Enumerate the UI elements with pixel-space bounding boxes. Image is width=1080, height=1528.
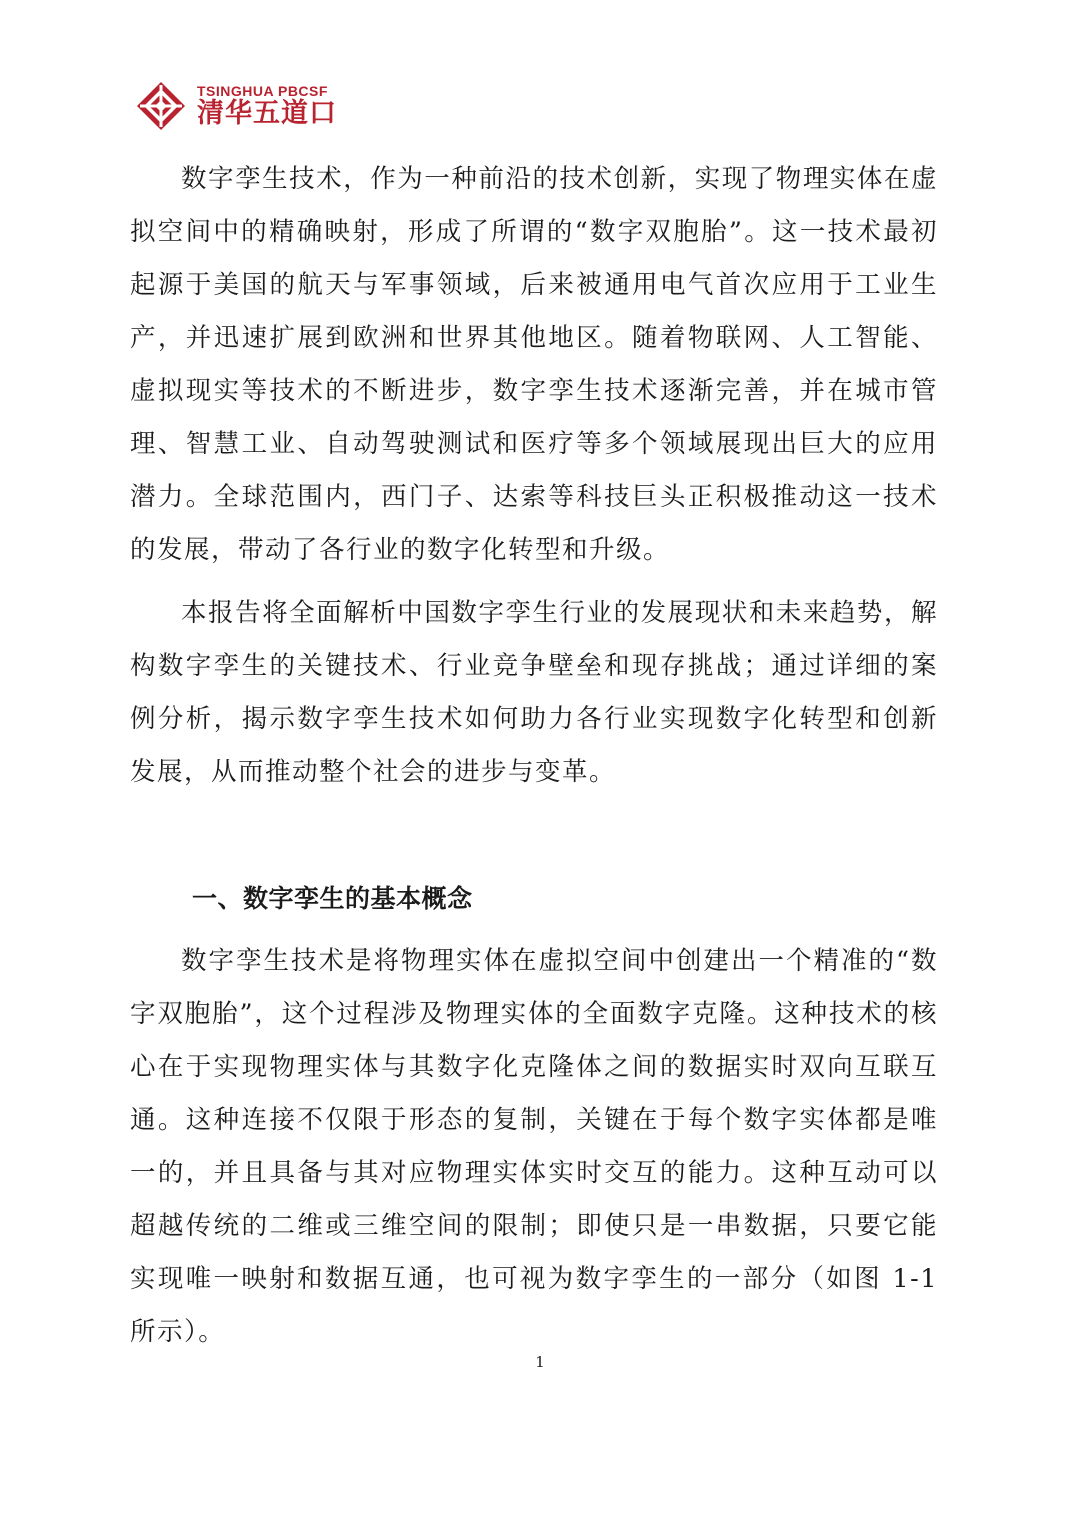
document-body [130,153,938,1359]
page-number: 1 [535,1353,545,1371]
pbcsf-logo-icon [135,80,187,132]
logo-english-text: TSINGHUA PBCSF [197,83,328,99]
section-heading: 一、数字孪生的基本概念 [192,884,473,913]
intro-paragraph-2: 本报告将全面解析中国数字孪生行业的发展现状和未来趋势，解构数字孪生的关键技术、行业竞争壁垒和现存挑战；通过详细的案例分析，揭示数字孪生技术如何助力各行业实现数字化转型和创新发展，从而推动整个社会的进步与变革。 [130,598,938,787]
logo-chinese-text: 清华五道口 [197,98,337,129]
section-paragraph: 数字孪生技术是将物理实体在虚拟空间中创建出一个精准的“数字双胞胎”，这个过程涉及物理实体的全面数字克隆。这种技术的核心在于实现物理实体与其数字化克隆体之间的数据实时双向互联互通。这种连接不仅限于形态的复制，关键在于每个数字实体都是唯一的，并且具备与其对应物理实体实时交互的能力。这种互动可以超越传统的二维或三维空间的限制；即使只是一串数据，只要它能实现唯一映射和数据互通，也可视为数字孪生的一部分（如图 1-1 所示）。 [130,946,938,1347]
intro-paragraph-1: 数字孪生技术，作为一种前沿的技术创新，实现了物理实体在虚拟空间中的精确映射，形成了所谓的“数字双胞胎”。这一技术最初起源于美国的航天与军事领域，后来被通用电气首次应用于工业生产，并迅速扩展到欧洲和世界其他地区。随着物联网、人工智能、虚拟现实等技术的不断进步，数字孪生技术逐渐完善，并在城市管理、智慧工业、自动驾驶测试和医疗等多个领域展现出巨大的应用潜力。全球范围内，西门子、达索等科技巨头正积极推动这一技术的发展，带动了各行业的数字化转型和升级。 [130,164,938,565]
header-logo [135,78,337,134]
